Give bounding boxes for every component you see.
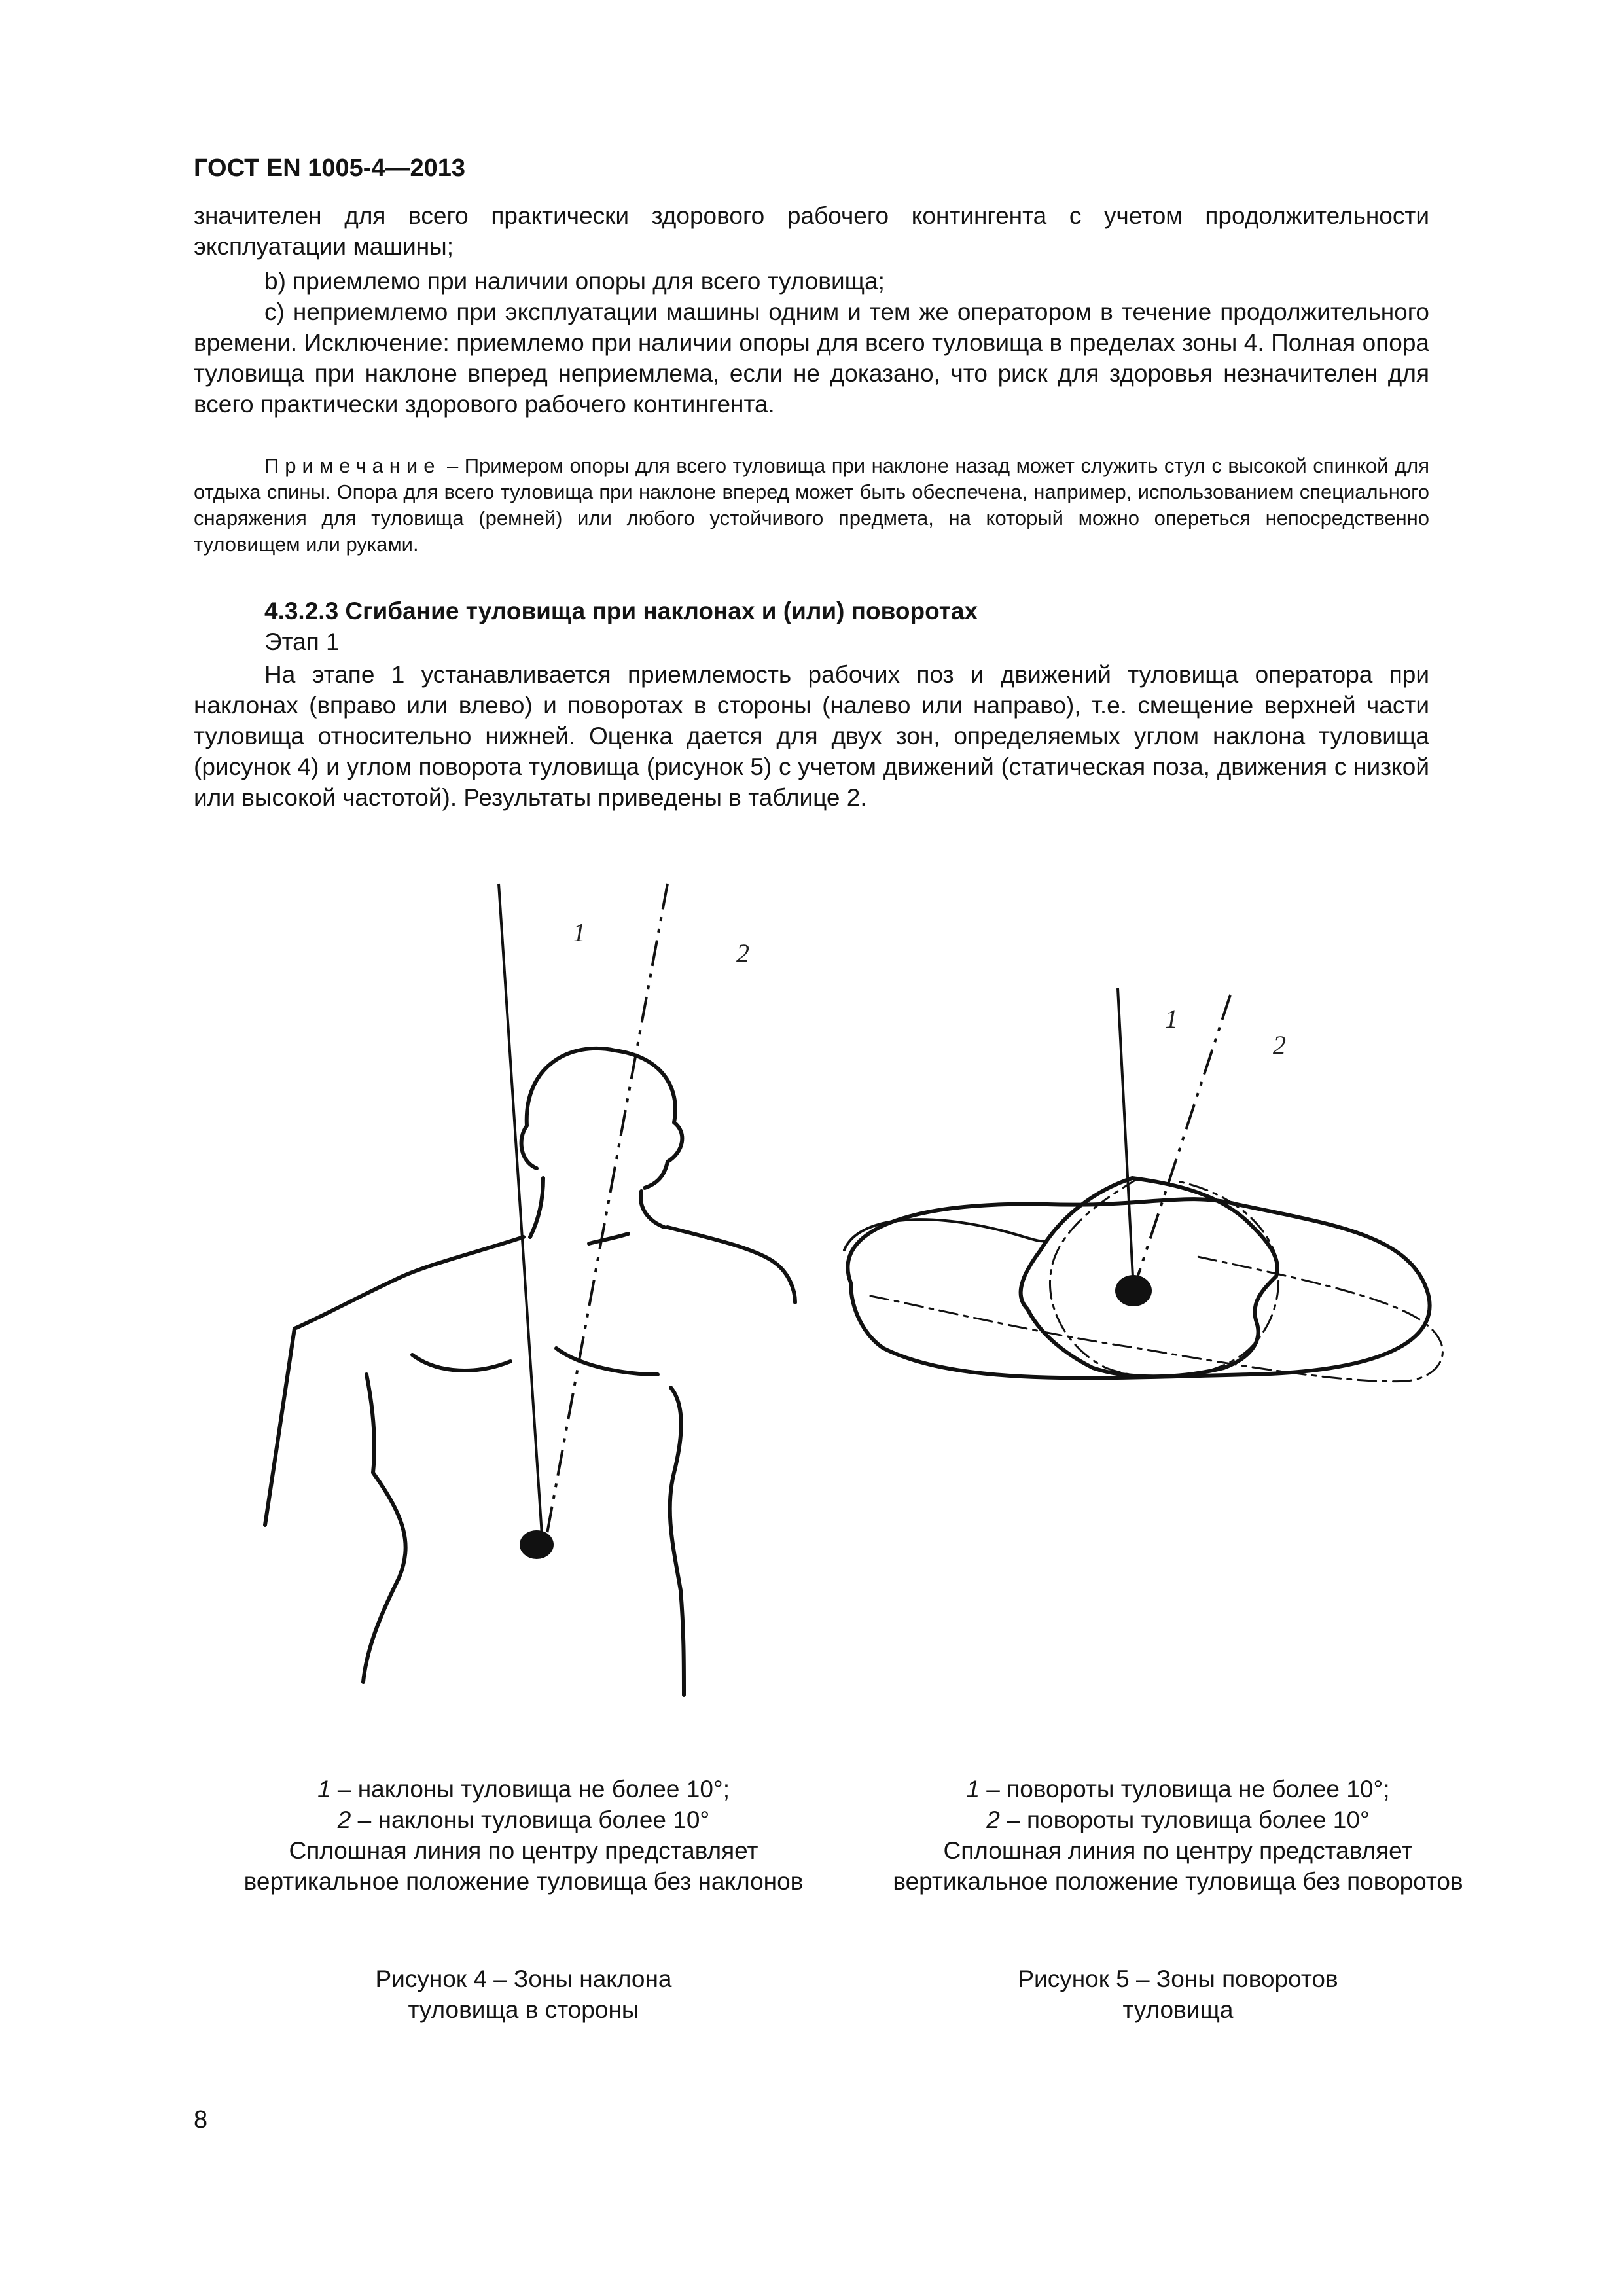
note-block (194, 453, 1429, 558)
left-arm (265, 1329, 294, 1525)
page-number: 8 (194, 2106, 208, 2134)
fig5-caption-line-2: 2 – повороты туловища более 10° (986, 1806, 1370, 1833)
fig4-label-1: 1 (573, 918, 586, 947)
section-text: На этапе 1 устанавливается приемлемость рабочих поз и движений туловища оператора при наклонах (вправо или влево) и поворотах в стороны (налево или направо), т.е. смещение верхней части туловища относительно нижней. Оценка дается для двух зон, определяемых углом наклона туловища (рисунок 4) и углом поворота туловища (рисунок 5) с учетом движений (статическая поза, движения с низкой или высокой частотой). Результаты приведены в таблице 2. (194, 661, 1429, 811)
left-side (363, 1577, 399, 1682)
inner-shoulder-loop (844, 1219, 1047, 1250)
torso-outline (1021, 1178, 1277, 1376)
neck-right (641, 1191, 664, 1227)
fig5-vertical-line (1118, 988, 1133, 1289)
fig5-pivot-point (1115, 1275, 1152, 1306)
paragraph-b: b) приемлемо при наличии опоры для всего туловища; (264, 268, 885, 295)
paragraph-a-tail: значителен для всего практически здорового рабочего контингента с учетом продолжительности эксплуатации машины; (194, 202, 1429, 260)
chest-center (556, 1348, 658, 1374)
section-heading: 4.3.2.3 Сгибание туловища при наклонах и (или) поворотах (264, 598, 978, 624)
shoulder-left (294, 1237, 524, 1329)
head-outline (522, 1049, 683, 1188)
fig5-label-1: 1 (1165, 1004, 1178, 1033)
fig5-title-line-1: Рисунок 5 – Зоны поворотов (1018, 1965, 1338, 1992)
left-armpit (366, 1374, 406, 1577)
figure-5-drawing (831, 982, 1459, 1427)
fig5-label-2: 2 (1273, 1030, 1286, 1060)
pivot-point (520, 1530, 554, 1559)
fig5-zone-2-line (1133, 995, 1230, 1289)
fig4-caption-line-2: 2 – наклоны туловища более 10° (337, 1806, 710, 1833)
fig5-title-line-2: туловища (1122, 1996, 1234, 2023)
figure-4-drawing (262, 870, 798, 1734)
figure-4-title (196, 1964, 851, 2025)
figure-5-title (851, 1964, 1505, 2025)
fig5-caption-line-1: 1 – повороты туловища не более 10°; (966, 1776, 1390, 1803)
collar-line (589, 1234, 628, 1244)
right-side (681, 1590, 684, 1695)
fig5-caption-line-3: Сплошная линия по центру представляет вертикальное положение туловища без поворотов (893, 1837, 1463, 1895)
note-text: – Примером опоры для всего туловища при наклоне назад может служить стул с высокой спинкой для отдыха спины. Опора для всего туловища при наклоне вперед может быть обеспечена, например, использованием специального снаряжения для туловища (ремней) или любого устойчивого предмета, на который можно опереться непосредственно туловищем или руками. (194, 454, 1429, 556)
figure-5-caption (851, 1774, 1505, 1897)
fig4-title-line-1: Рисунок 4 – Зоны наклона (375, 1965, 672, 1992)
fig4-label-2: 2 (736, 939, 749, 968)
left-chest (412, 1355, 510, 1371)
neck-left (530, 1178, 543, 1237)
paragraph-c: c) неприемлемо при эксплуатации машины одним и тем же оператором в течение продолжительного времени. Исключение: приемлемо при наличии опоры для всего туловища в пределах зоны 4. Полная опора туловища при наклоне вперед неприемлема, если не доказано, что риск для здоровья незначителен для всего практически здорового рабочего контингента. (194, 298, 1429, 418)
fig4-title-line-2: туловища в стороны (408, 1996, 639, 2023)
fig4-caption-line-3: Сплошная линия по центру представляет вертикальное положение туловища без наклонов (243, 1837, 804, 1895)
stage-label: Этап 1 (264, 628, 340, 655)
document-header: ГОСТ EN 1005-4—2013 (194, 154, 466, 182)
note-label: Примечание (264, 454, 441, 477)
figure-4-caption (196, 1774, 851, 1897)
right-armpit (670, 1388, 681, 1590)
rotated-torso (1050, 1178, 1278, 1377)
shoulder-right (668, 1227, 795, 1302)
fig4-caption-line-1: 1 – наклоны туловища не более 10°; (317, 1776, 730, 1803)
